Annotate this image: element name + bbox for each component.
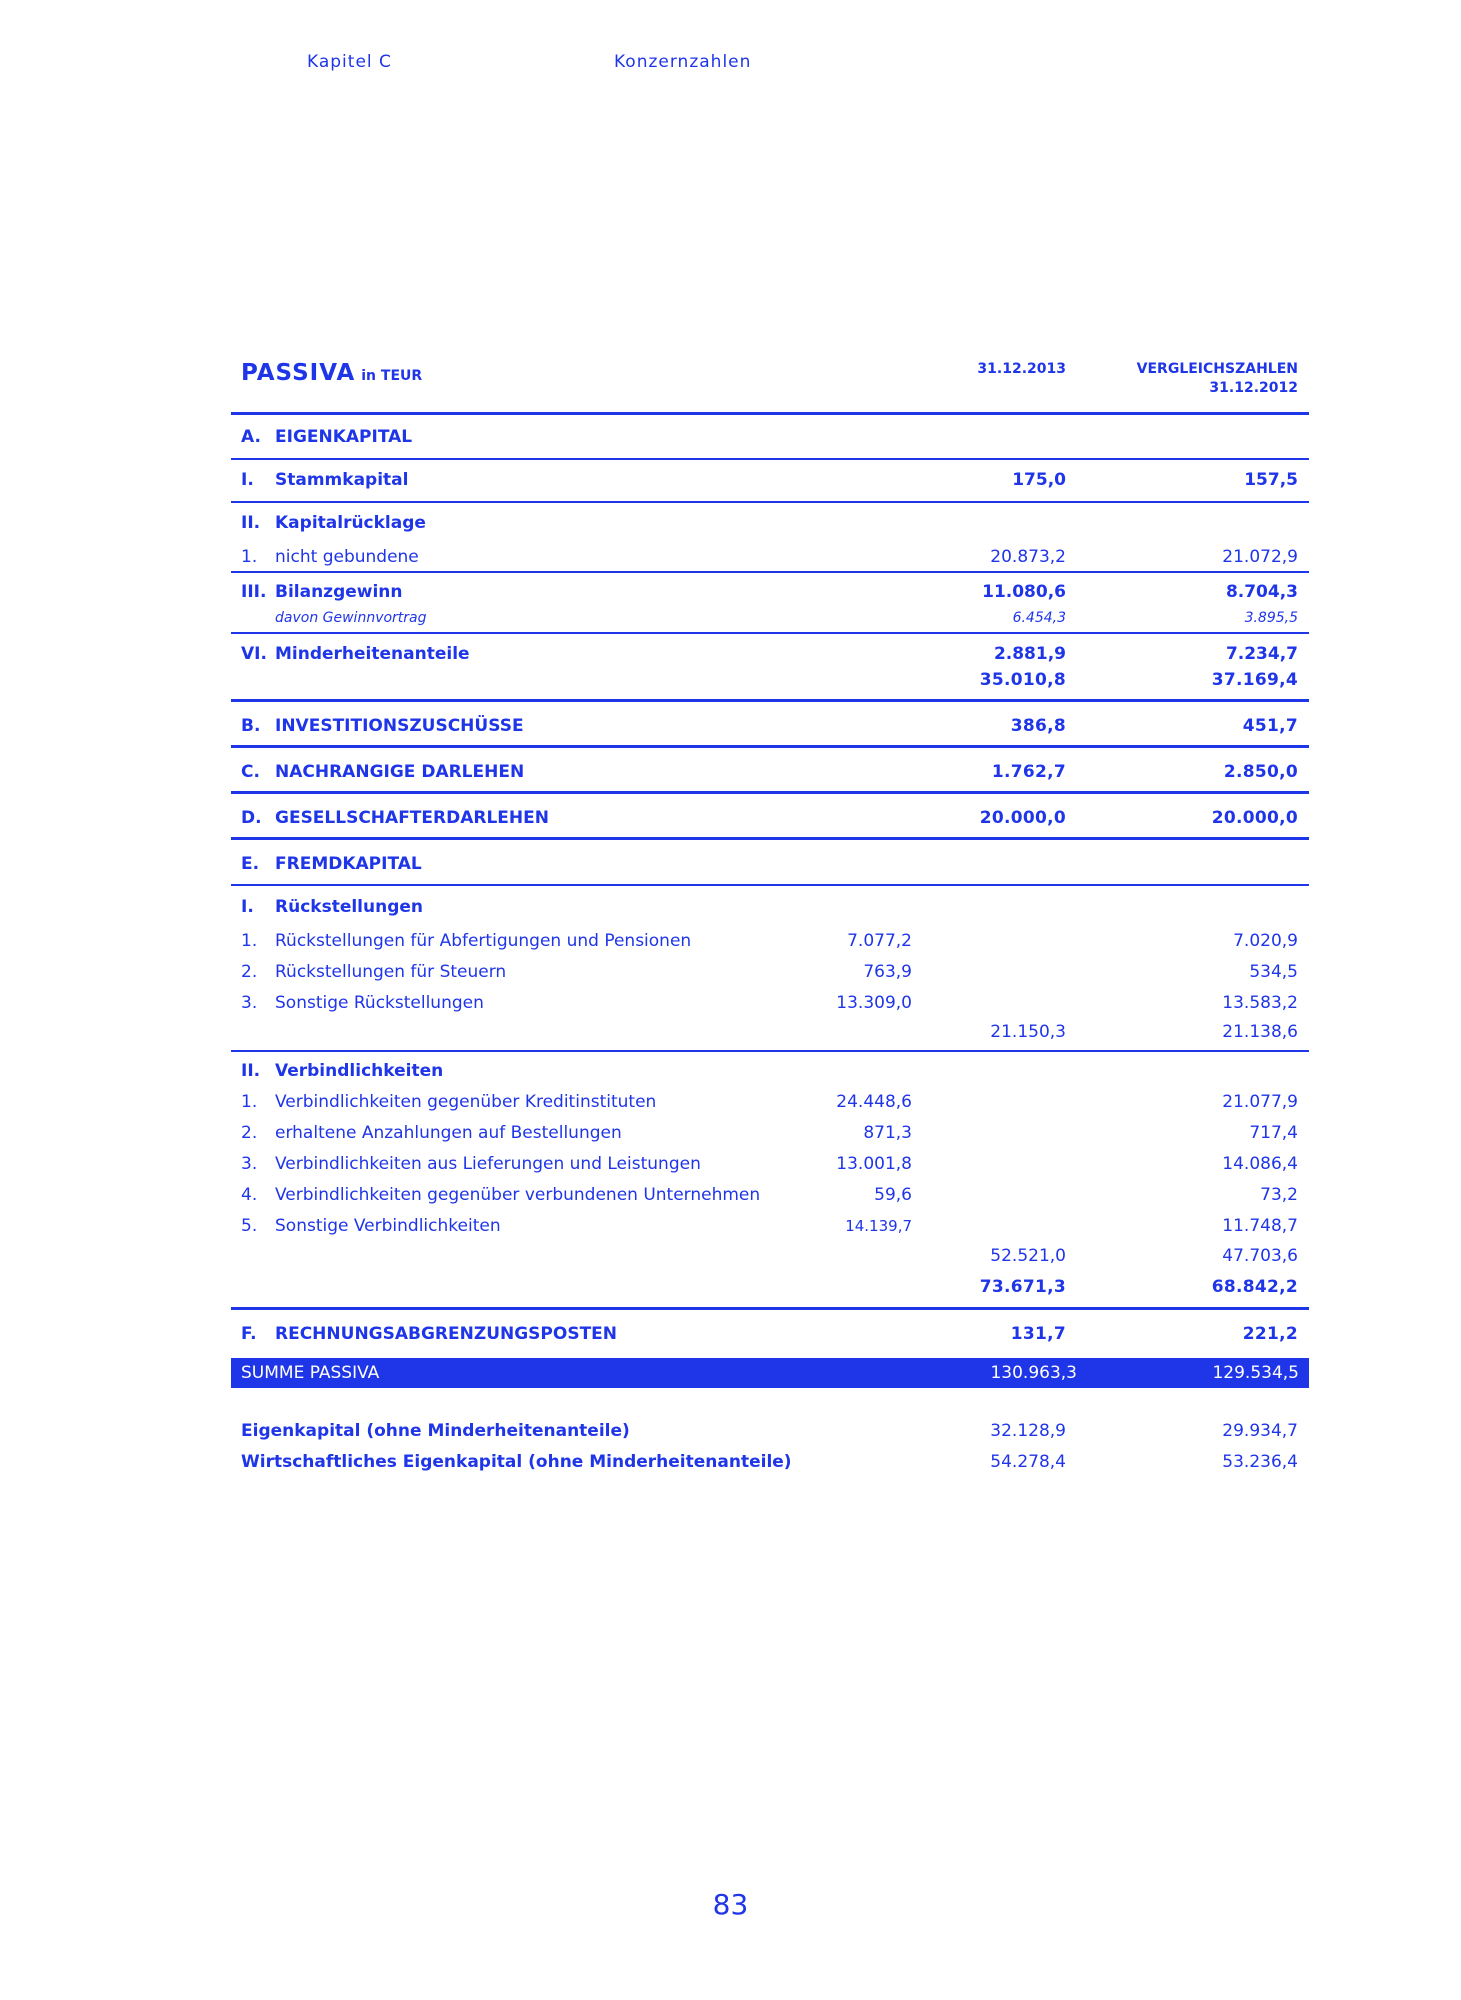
subtotal-current: 21.150,3 bbox=[990, 1022, 1066, 1042]
table-unit: in TEUR bbox=[361, 368, 423, 384]
section-total-current: 35.010,8 bbox=[979, 670, 1066, 690]
column-header-current: 31.12.2013 bbox=[977, 361, 1066, 377]
column-header-compare-line2: 31.12.2012 bbox=[1209, 380, 1298, 396]
value-current: 6.454,3 bbox=[1012, 610, 1066, 626]
value-previous: 534,5 bbox=[1249, 962, 1298, 982]
rule bbox=[231, 458, 1309, 460]
footer-label: Wirtschaftliches Eigenkapital (ohne Minderheitenanteile) bbox=[241, 1452, 792, 1472]
rule-section bbox=[231, 837, 1309, 840]
table-row-label: Sonstige Verbindlichkeiten bbox=[275, 1216, 501, 1236]
rule bbox=[231, 1050, 1309, 1052]
value-previous: 221,2 bbox=[1242, 1324, 1298, 1344]
value-detail: 59,6 bbox=[874, 1185, 912, 1205]
subtotal-current: 52.521,0 bbox=[990, 1246, 1066, 1266]
table-row-number: 5. bbox=[241, 1216, 258, 1236]
section-label: INVESTITIONSZUSCHÜSSE bbox=[275, 716, 524, 736]
rule-section bbox=[231, 791, 1309, 794]
table-row-number: 1. bbox=[241, 1092, 258, 1112]
rule-section bbox=[231, 699, 1309, 702]
item-number: I. bbox=[241, 897, 254, 917]
column-header-compare-line1: VERGLEICHSZAHLEN bbox=[1136, 361, 1298, 377]
item-number: VI. bbox=[241, 644, 267, 664]
sum-label: SUMME PASSIVA bbox=[241, 1363, 380, 1383]
sub-item-number: 1. bbox=[241, 547, 258, 567]
sum-band bbox=[231, 1358, 1309, 1388]
value-previous: 8.704,3 bbox=[1225, 582, 1298, 602]
table-row-label: Verbindlichkeiten aus Lieferungen und Leistungen bbox=[275, 1154, 701, 1174]
rule-header bbox=[231, 412, 1309, 415]
item-label: Minderheitenanteile bbox=[275, 644, 470, 664]
value-detail: 24.448,6 bbox=[836, 1092, 912, 1112]
column-header-compare bbox=[1137, 360, 1298, 398]
section-label: FREMDKAPITAL bbox=[275, 854, 422, 874]
table-row-label: Rückstellungen für Steuern bbox=[275, 962, 507, 982]
table-row-number: 4. bbox=[241, 1185, 258, 1205]
section-letter: E. bbox=[241, 854, 260, 874]
footer-value-current: 54.278,4 bbox=[990, 1452, 1066, 1472]
sub-item-label: nicht gebundene bbox=[275, 547, 419, 567]
chapter-label: Kapitel C bbox=[307, 52, 392, 72]
rule bbox=[231, 884, 1309, 886]
sum-previous: 129.534,5 bbox=[1212, 1363, 1299, 1383]
section-total-previous: 68.842,2 bbox=[1211, 1277, 1298, 1297]
value-detail: 13.309,0 bbox=[836, 993, 912, 1013]
table-row-number: 3. bbox=[241, 993, 258, 1013]
section-letter: F. bbox=[241, 1324, 257, 1344]
section-total-previous: 37.169,4 bbox=[1211, 670, 1298, 690]
table-row-label: Verbindlichkeiten gegenüber verbundenen Unternehmen bbox=[275, 1185, 761, 1205]
rule bbox=[231, 501, 1309, 503]
value-current: 175,0 bbox=[1012, 470, 1066, 490]
subtotal-previous: 21.138,6 bbox=[1222, 1022, 1298, 1042]
value-previous: 2.850,0 bbox=[1223, 762, 1298, 782]
value-current: 1.762,7 bbox=[991, 762, 1066, 782]
section-total-current: 73.671,3 bbox=[979, 1277, 1066, 1297]
table-row-number: 1. bbox=[241, 931, 258, 951]
table-row-number: 2. bbox=[241, 962, 258, 982]
table-row-number: 2. bbox=[241, 1123, 258, 1143]
value-current: 20.873,2 bbox=[990, 547, 1066, 567]
footer-value-previous: 29.934,7 bbox=[1222, 1421, 1298, 1441]
footer-value-current: 32.128,9 bbox=[990, 1421, 1066, 1441]
value-current: 20.000,0 bbox=[979, 808, 1066, 828]
rule-section bbox=[231, 1307, 1309, 1310]
value-detail: 7.077,2 bbox=[847, 931, 912, 951]
item-number: III. bbox=[241, 582, 267, 602]
item-label: Kapitalrücklage bbox=[275, 513, 426, 533]
subtotal-previous: 47.703,6 bbox=[1222, 1246, 1298, 1266]
section-label: EIGENKAPITAL bbox=[275, 427, 413, 447]
footer-label: Eigenkapital (ohne Minderheitenanteile) bbox=[241, 1421, 630, 1441]
table-title bbox=[241, 360, 422, 386]
item-label: Bilanzgewinn bbox=[275, 582, 403, 602]
section-label: Konzernzahlen bbox=[614, 52, 752, 72]
item-label: Stammkapital bbox=[275, 470, 409, 490]
sum-current: 130.963,3 bbox=[990, 1363, 1077, 1383]
item-label: Rückstellungen bbox=[275, 897, 424, 917]
page-number: 83 bbox=[712, 1888, 749, 1921]
section-letter: C. bbox=[241, 762, 260, 782]
value-current: 2.881,9 bbox=[993, 644, 1066, 664]
footer-value-previous: 53.236,4 bbox=[1222, 1452, 1298, 1472]
item-number: II. bbox=[241, 1061, 261, 1081]
value-previous: 7.234,7 bbox=[1225, 644, 1298, 664]
value-previous: 717,4 bbox=[1249, 1123, 1298, 1143]
table-title-main: PASSIVA bbox=[241, 360, 356, 386]
table-row-label: erhaltene Anzahlungen auf Bestellungen bbox=[275, 1123, 622, 1143]
value-detail: 14.139,7 bbox=[845, 1217, 912, 1235]
section-letter: A. bbox=[241, 427, 261, 447]
value-detail: 13.001,8 bbox=[836, 1154, 912, 1174]
value-previous: 451,7 bbox=[1242, 716, 1298, 736]
value-detail: 871,3 bbox=[863, 1123, 912, 1143]
value-current: 131,7 bbox=[1010, 1324, 1066, 1344]
value-previous: 13.583,2 bbox=[1222, 993, 1298, 1013]
rule bbox=[231, 571, 1309, 573]
item-number: I. bbox=[241, 470, 254, 490]
section-label: NACHRANGIGE DARLEHEN bbox=[275, 762, 525, 782]
table-row-label: Verbindlichkeiten gegenüber Kreditinstituten bbox=[275, 1092, 657, 1112]
table-row-label: Rückstellungen für Abfertigungen und Pensionen bbox=[275, 931, 692, 951]
value-previous: 7.020,9 bbox=[1233, 931, 1298, 951]
value-previous: 21.077,9 bbox=[1222, 1092, 1298, 1112]
value-previous: 21.072,9 bbox=[1222, 547, 1298, 567]
value-current: 11.080,6 bbox=[982, 582, 1066, 602]
rule-section bbox=[231, 745, 1309, 748]
section-letter: B. bbox=[241, 716, 261, 736]
value-previous: 14.086,4 bbox=[1222, 1154, 1298, 1174]
item-number: II. bbox=[241, 513, 261, 533]
value-previous: 73,2 bbox=[1260, 1185, 1298, 1205]
value-detail: 763,9 bbox=[863, 962, 912, 982]
value-previous: 157,5 bbox=[1244, 470, 1298, 490]
table-row-number: 3. bbox=[241, 1154, 258, 1174]
section-letter: D. bbox=[241, 808, 262, 828]
rule bbox=[231, 632, 1309, 634]
section-label: RECHNUNGSABGRENZUNGSPOSTEN bbox=[275, 1324, 618, 1344]
sub-note-label: davon Gewinnvortrag bbox=[275, 610, 427, 626]
value-previous: 20.000,0 bbox=[1211, 808, 1298, 828]
table-row-label: Sonstige Rückstellungen bbox=[275, 993, 484, 1013]
value-previous: 11.748,7 bbox=[1222, 1216, 1298, 1236]
section-label: GESELLSCHAFTERDARLEHEN bbox=[275, 808, 549, 828]
value-current: 386,8 bbox=[1010, 716, 1066, 736]
item-label: Verbindlichkeiten bbox=[275, 1061, 444, 1081]
value-previous: 3.895,5 bbox=[1244, 610, 1298, 626]
